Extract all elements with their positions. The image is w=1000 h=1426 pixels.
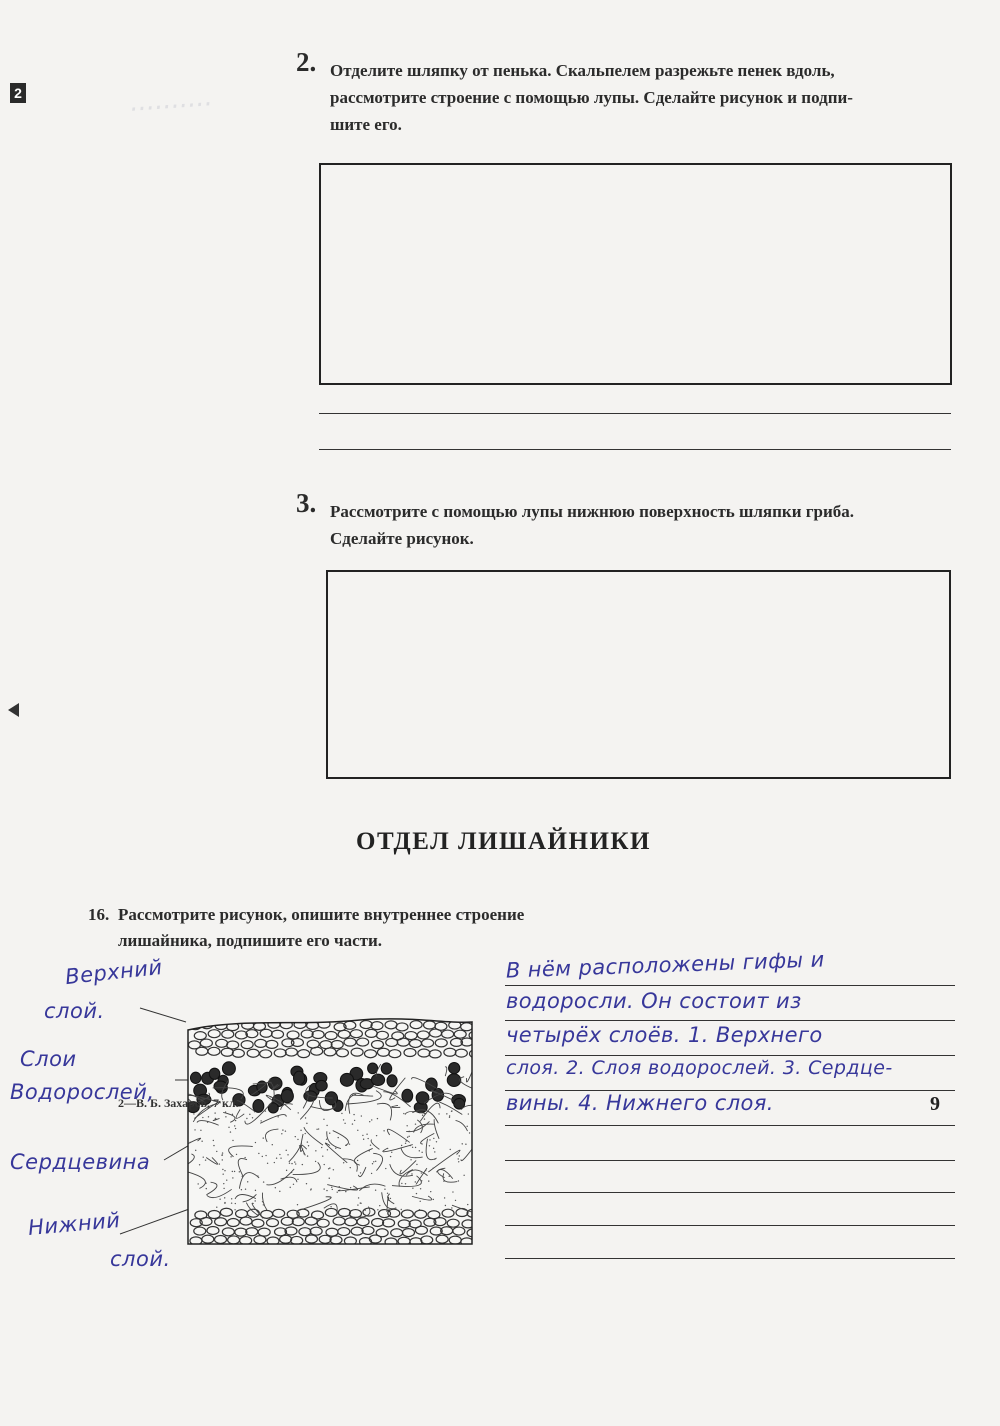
footer-signature: 2—В. Б. Захаров, 7 кл. [118,1096,239,1110]
answer-line[interactable] [505,1125,955,1126]
section-heading: ОТДЕЛ ЛИШАЙНИКИ [356,828,651,855]
answer-line[interactable] [505,1258,955,1259]
answer-line[interactable] [505,1090,955,1091]
answer-line[interactable] [505,1192,955,1193]
task-3-line-2: Сделайте рисунок. [330,529,474,548]
answer-line[interactable] [505,1020,955,1021]
lichen-cross-section-illustration [180,1016,480,1251]
answer-line-text: водоросли. Он состоит из [506,989,802,1013]
task-16-line-1: Рассмотрите рисунок, опишите внутреннее строение [118,905,525,924]
label-upper-layer-2: слой. [44,999,105,1023]
task-3-number: 3. [296,488,317,518]
task-2-line-2: рассмотрите строение с помощью лупы. Сделайте рисунок и подпи- [330,88,853,107]
task-2-line-3: шите его. [330,115,402,134]
answer-line-text: четырёх слоёв. 1. Верхнего [506,1023,823,1047]
answer-line[interactable] [505,1160,955,1161]
label-lower-layer-2: слой. [110,1247,171,1271]
label-lower-layer-1: Нижний [27,1208,122,1240]
label-algae-layer-2: Водорослей, [10,1080,155,1104]
answer-line[interactable] [505,985,955,986]
answer-line-text: В нём расположены гифы и [505,947,825,983]
side-tab-marker: 2 [10,83,26,103]
task-2-number: 2. [296,47,317,77]
answer-line-text: вины. 4. Нижнего слоя. [506,1091,774,1115]
answer-line[interactable] [505,1055,955,1056]
label-upper-layer-1: Верхний [64,954,164,990]
task-16-number: 16. [88,905,110,924]
answer-line-text: слоя. 2. Слоя водорослей. 3. Сердце- [506,1057,893,1079]
bleed-through-text: .......... [129,82,214,118]
answer-line[interactable] [505,1225,955,1226]
label-core: Сердцевина [10,1150,151,1174]
label-algae-layer-1: Слои [20,1047,77,1071]
task-2-line-1: Отделите шляпку от пенька. Скальпелем разрежьте пенек вдоль, [330,61,835,80]
task-3-line-1: Рассмотрите с помощью лупы нижнюю поверхность шляпки гриба. [330,502,854,521]
page-number: 9 [930,1093,940,1115]
task-16-line-2: лишайника, подпишите его части. [118,931,383,950]
